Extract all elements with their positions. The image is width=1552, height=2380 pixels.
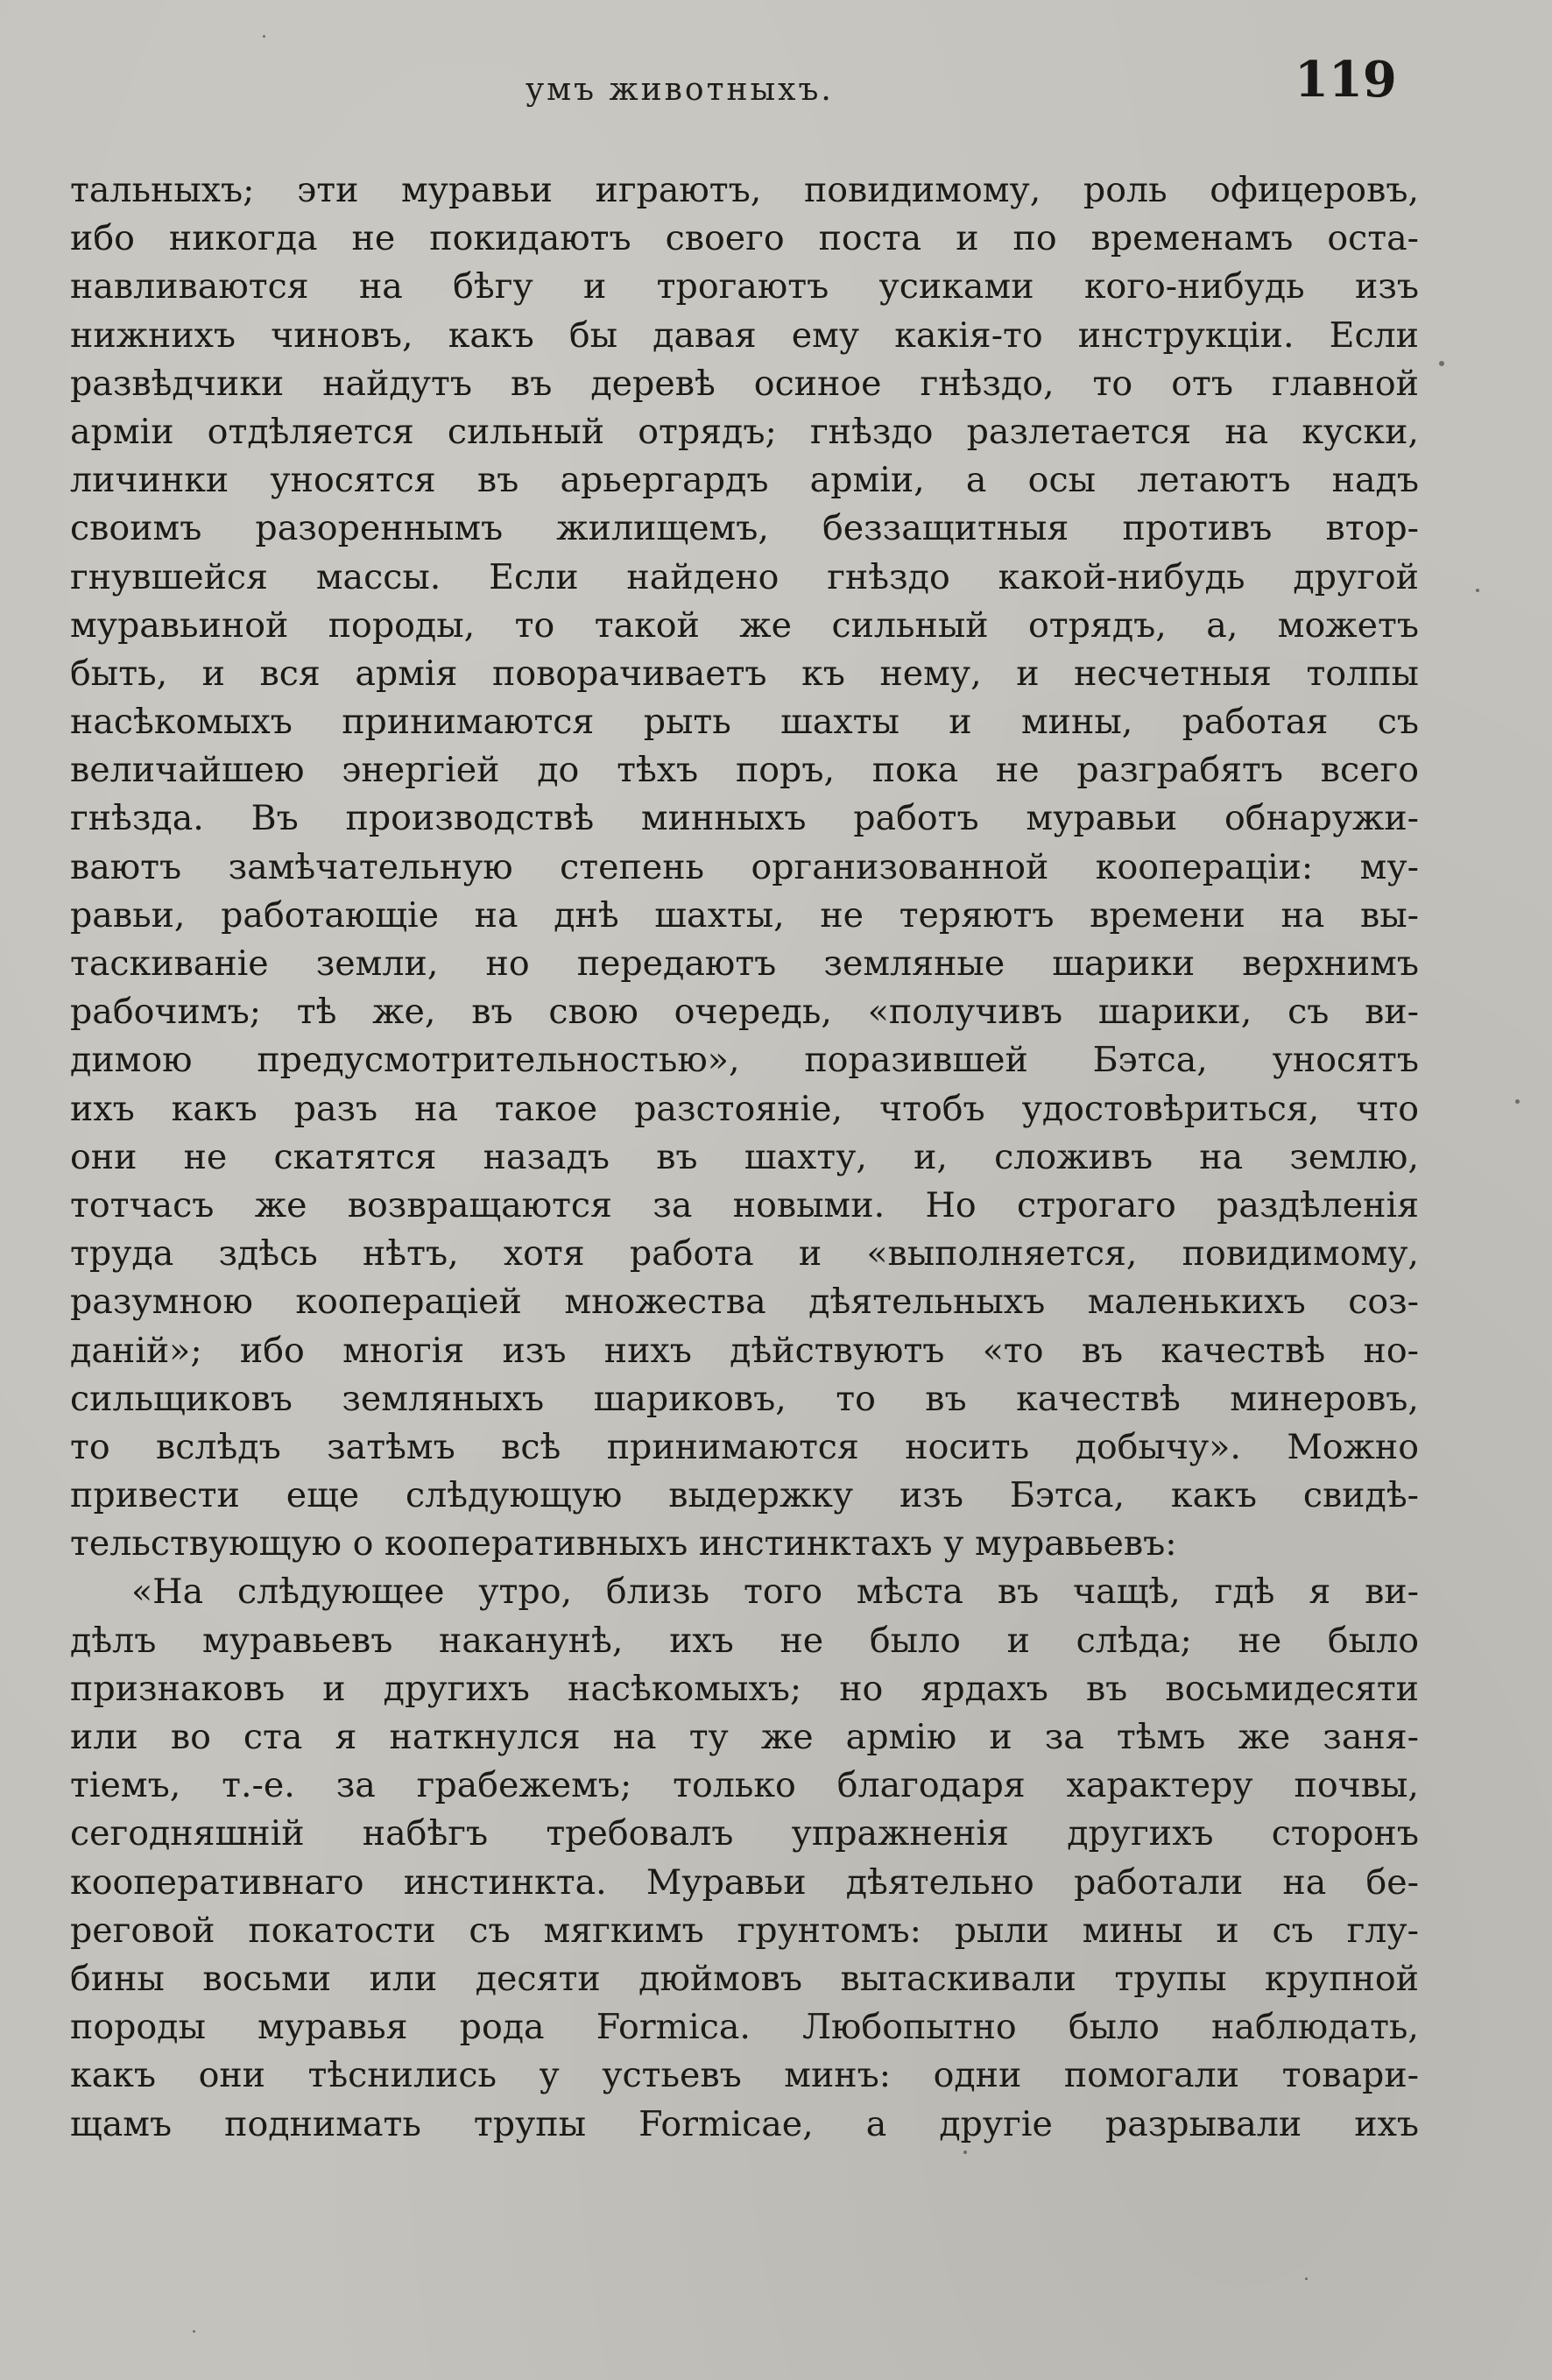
quote-first-line: «На слѣдующее утро, близь того мѣста въ чащѣ, гдѣ я ви- xyxy=(131,1571,1419,1613)
text-line: тотчасъ же возвращаются за новыми. Но строгаго раздѣленія xyxy=(70,1184,1419,1225)
text-line: то вслѣдъ затѣмъ всѣ принимаются носить добычу». Можно xyxy=(70,1426,1419,1467)
text-line: рабочимъ; тѣ же, въ свою очередь, «получивъ шарики, съ ви- xyxy=(70,992,1419,1033)
text-line: какъ они тѣснились у устьевъ минъ: одни помогали товари- xyxy=(70,2055,1419,2096)
text-line: равьи, работающіе на днѣ шахты, не теряютъ времени на вы- xyxy=(70,894,1419,936)
text-line: навливаются на бѣгу и трогаютъ усиками кого-нибудь изъ xyxy=(70,266,1419,307)
text-line: сегодняшній набѣгъ требовалъ упражненія другихъ сторонъ xyxy=(70,1813,1419,1854)
text-line: тальныхъ; эти муравьи играютъ, повидимому, роль офицеровъ, xyxy=(70,170,1419,210)
text-line: насѣкомыхъ принимаются рыть шахты и мины, работая съ xyxy=(70,702,1419,743)
text-line: арміи отдѣляется сильный отрядъ; гнѣздо разлетается на куски, xyxy=(70,411,1419,452)
text-line: породы муравья рода Formica. Любопытно было наблюдать, xyxy=(70,2007,1419,2048)
text-line: реговой покатости съ мягкимъ грунтомъ: рыли мины и съ глу- xyxy=(70,1910,1419,1951)
text-line: нижнихъ чиновъ, какъ бы давая ему какія-то инструкціи. Если xyxy=(70,314,1419,356)
text-line: привести еще слѣдующую выдержку изъ Бэтса, какъ свидѣ- xyxy=(70,1475,1419,1516)
text-line: бины восьми или десяти дюймовъ вытаскивали трупы крупной xyxy=(70,1958,1419,1999)
text-line: димою предусмотрительностью», поразившей Бэтса, уносятъ xyxy=(70,1040,1419,1081)
text-line: тіемъ, т.-е. за грабежемъ; только благодаря характеру почвы, xyxy=(70,1765,1419,1806)
text-line: они не скатятся назадъ въ шахту, и, сложивъ на землю, xyxy=(70,1136,1419,1177)
text-line: или во ста я наткнулся на ту же армію и за тѣмъ же заня- xyxy=(70,1717,1419,1757)
text-line: тельствующую о кооперативныхъ инстинктахъ у муравьевъ: xyxy=(70,1523,1177,1564)
text-line: личинки уносятся въ арьергардъ арміи, а осы летаютъ надъ xyxy=(70,460,1419,501)
text-line: сильщиковъ земляныхъ шариковъ, то въ качествѣ минеровъ, xyxy=(70,1378,1419,1419)
text-line: развѣдчики найдутъ въ деревѣ осиное гнѣздо, то отъ главной xyxy=(70,363,1419,404)
text-line: быть, и вся армія поворачиваетъ къ нему, и несчетныя толпы xyxy=(70,653,1419,694)
text-line: таскиваніе земли, но передаютъ земляные шарики верхнимъ xyxy=(70,943,1419,984)
text-line: щамъ поднимать трупы Formicae, а другіе разрывали ихъ xyxy=(70,2103,1419,2144)
text-line: ихъ какъ разъ на такое разстояніе, чтобъ удостовѣриться, что xyxy=(70,1088,1419,1129)
text-line: величайшею энергіей до тѣхъ поръ, пока не разграбятъ всего xyxy=(70,750,1419,791)
text-line: разумною коопераціей множества дѣятельныхъ маленькихъ соз- xyxy=(70,1282,1419,1323)
text-line: кооперативнаго инстинкта. Муравьи дѣятельно работали на бе- xyxy=(70,1861,1419,1903)
text-line: даній»; ибо многія изъ нихъ дѣйствуютъ «то въ качествѣ но- xyxy=(70,1330,1419,1371)
page-header xyxy=(0,46,1552,116)
text-line: своимъ разореннымъ жилищемъ, беззащитныя противъ втор- xyxy=(70,508,1419,549)
text-line: гнувшейся массы. Если найдено гнѣздо какой-нибудь другой xyxy=(70,556,1419,597)
text-line: дѣлъ муравьевъ наканунѣ, ихъ не было и слѣда; не было xyxy=(70,1620,1419,1661)
text-line: ваютъ замѣчательную степень организованной коопераціи: му- xyxy=(70,846,1419,887)
page-number: 119 xyxy=(1295,51,1397,109)
text-line: ибо никогда не покидаютъ своего поста и по временамъ оста- xyxy=(70,218,1419,259)
body-text xyxy=(70,166,1419,2181)
running-head: умъ животныхъ. xyxy=(526,72,834,108)
text-line: труда здѣсь нѣтъ, хотя работа и «выполняется, повидимому, xyxy=(70,1233,1419,1275)
text-line: гнѣзда. Въ производствѣ минныхъ работъ муравьи обнаружи- xyxy=(70,798,1419,839)
text-line: муравьиной породы, то такой же сильный отрядъ, а, можетъ xyxy=(70,604,1419,646)
text-line: признаковъ и другихъ насѣкомыхъ; но ярдахъ въ восьмидесяти xyxy=(70,1668,1419,1709)
